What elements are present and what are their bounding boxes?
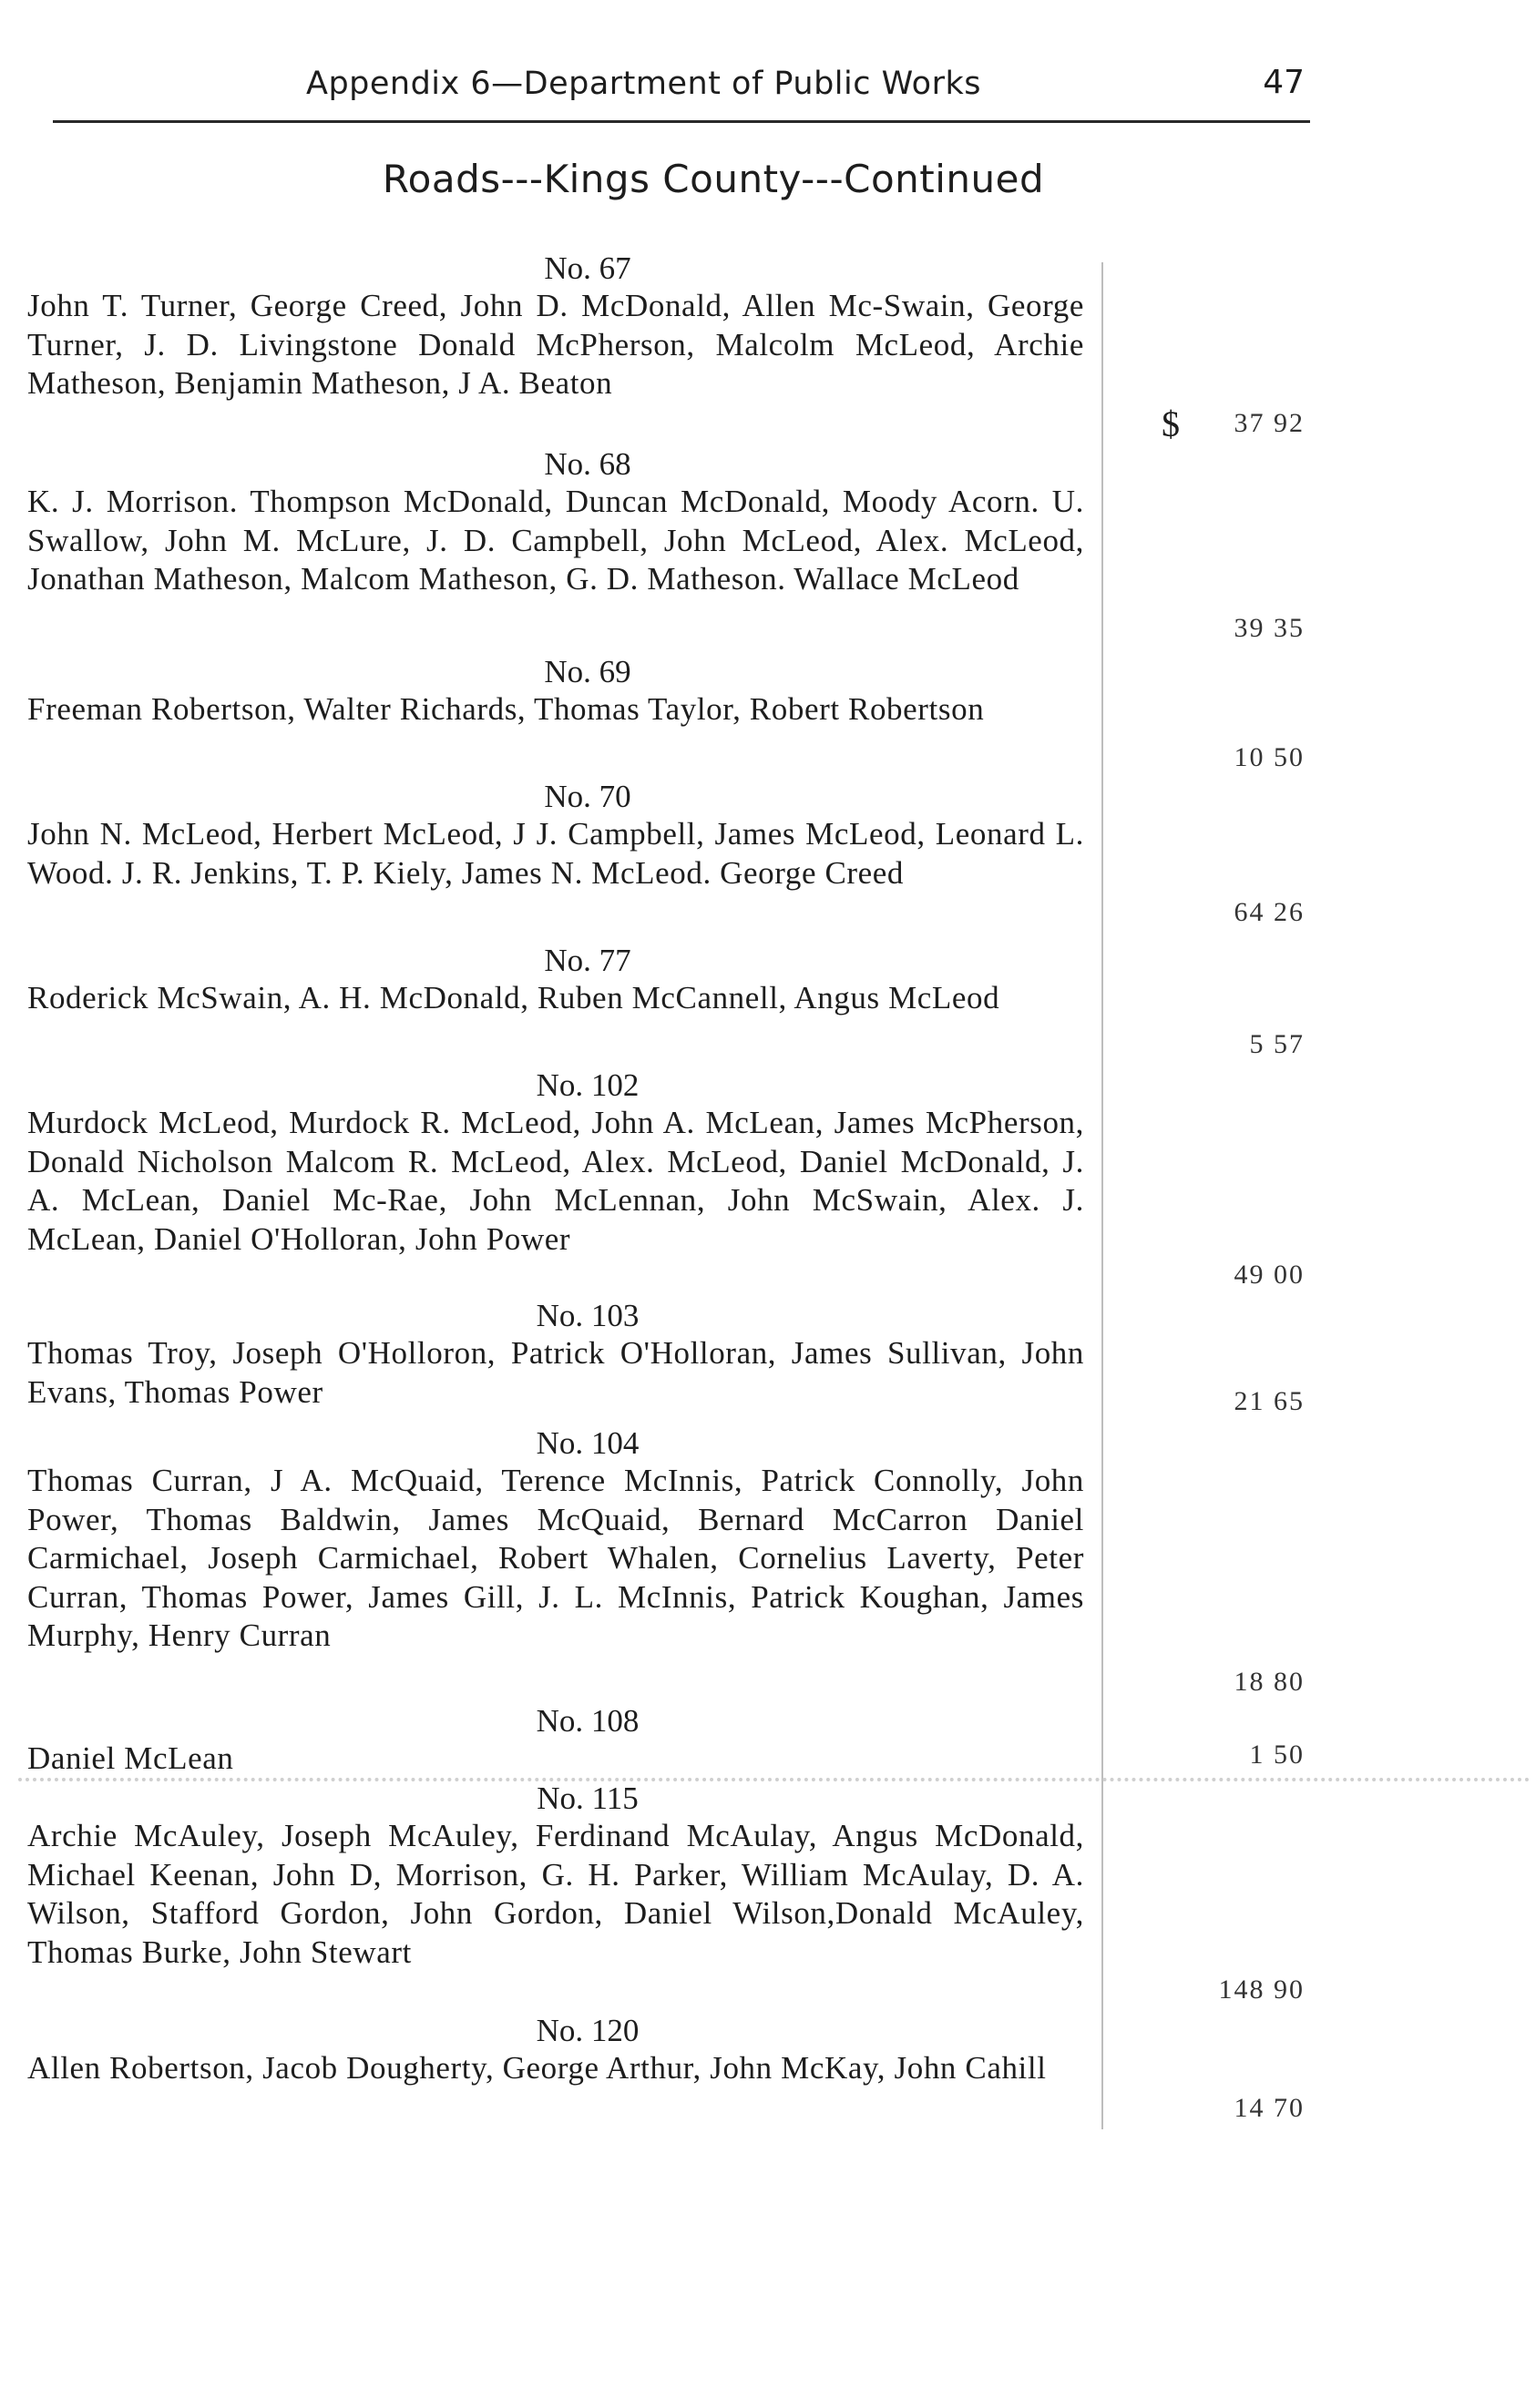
entry-108 (27, 1703, 1084, 1779)
entry-names: Daniel McLean (27, 1740, 234, 1776)
entry-69 (27, 654, 1084, 730)
entry-number: No. 67 (544, 250, 631, 286)
entry-104 (27, 1425, 1084, 1656)
entry-number: No. 104 (536, 1425, 640, 1461)
entry-number: No. 115 (537, 1780, 639, 1816)
page-header (53, 64, 1310, 123)
entry-amount: 14 70 (1234, 2093, 1305, 2123)
entry-number: No. 102 (536, 1067, 640, 1103)
entry-names: Allen Robertson, Jacob Dougherty, George Arthur, John McKay, John Cahill (27, 2050, 1047, 2086)
entry-amount: 1 50 (1249, 1740, 1305, 1770)
entry-amount: 39 35 (1234, 613, 1305, 643)
entry-number: No. 68 (544, 446, 631, 482)
entry-number: No. 70 (544, 779, 631, 814)
entry-number: No. 69 (544, 654, 631, 689)
entry-names: Thomas Curran, J A. McQuaid, Terence McInnis, Patrick Connolly, John Power, Thomas Baldwin, James McQuaid, Bernard McCarron Daniel Carmichael, Joseph Carmichael, Robert Whalen, Cornelius Laverty, Peter Curran, Thomas Power, James Gill, J. L. McInnis, Patrick Koughan, James Murphy, Henry Curran (27, 1463, 1084, 1653)
entry-names: John T. Turner, George Creed, John D. McDonald, Allen Mc-Swain, George Turner, J. D. Livingstone Donald McPherson, Malcolm McLeod, Archie Matheson, Benjamin Matheson, J A. Beaton (27, 288, 1084, 401)
entry-amount: 49 00 (1234, 1260, 1305, 1290)
entry-amount: 148 90 (1218, 1974, 1305, 2005)
entry-103 (27, 1298, 1084, 1412)
entry-68 (27, 446, 1084, 599)
entry-names: Thomas Troy, Joseph O'Holloron, Patrick O'Holloran, James Sullivan, John Evans, Thomas Power (27, 1335, 1084, 1410)
entry-amount: 21 65 (1234, 1386, 1305, 1416)
entry-names: Roderick McSwain, A. H. McDonald, Ruben McCannell, Angus McLeod (27, 980, 1000, 1015)
currency-symbol: $ (1162, 403, 1180, 444)
entry-names: Freeman Robertson, Walter Richards, Thomas Taylor, Robert Robertson (27, 691, 985, 727)
entry-77 (27, 943, 1084, 1018)
header-title: Appendix 6—Department of Public Works (306, 66, 981, 102)
amount-column-divider (1101, 262, 1103, 2129)
entry-amount: 37 92 (1234, 408, 1305, 438)
entry-102 (27, 1067, 1084, 1259)
page-number: 47 (1263, 64, 1305, 101)
page-subtitle: Roads---Kings County---Continued (382, 157, 1045, 201)
entry-names: K. J. Morrison. Thompson McDonald, Duncan McDonald, Moody Acorn. U. Swallow, John M. McLure, J. D. Campbell, John McLeod, Alex. McLeod, Jonathan Matheson, Malcom Matheson, G. D. Matheson. Wallace McLeod (27, 484, 1084, 597)
entry-names: John N. McLeod, Herbert McLeod, J J. Campbell, James McLeod, Leonard L. Wood. J. R. Jenkins, T. P. Kiely, James N. McLeod. George Creed (27, 816, 1084, 891)
entry-number: No. 103 (536, 1298, 640, 1333)
entry-names: Archie McAuley, Joseph McAuley, Ferdinand McAulay, Angus McDonald, Michael Keenan, John D, Morrison, G. H. Parker, William McAulay, D. A. Wilson, Stafford Gordon, John Gordon, Daniel Wilson,Donald McAuley, Thomas Burke, John Stewart (27, 1818, 1084, 1970)
entry-number: No. 77 (544, 943, 631, 978)
entry-amount: 18 80 (1234, 1667, 1305, 1697)
entry-70 (27, 779, 1084, 893)
entry-names: Murdock McLeod, Murdock R. McLeod, John A. McLean, James McPherson, Donald Nicholson Malcom R. McLeod, Alex. McLeod, Daniel McDonald, J. A. McLean, Daniel Mc-Rae, John McLennan, John McSwain, Alex. J. McLean, Daniel O'Holloran, John Power (27, 1105, 1084, 1257)
entry-120 (27, 2013, 1084, 2088)
entry-amount: 10 50 (1234, 742, 1305, 772)
entry-amount: 64 26 (1234, 897, 1305, 927)
entry-67 (27, 250, 1084, 403)
entry-number: No. 120 (536, 2013, 640, 2048)
entry-115 (27, 1780, 1084, 1972)
entry-amount: 5 57 (1249, 1029, 1305, 1059)
entry-number: No. 108 (536, 1703, 640, 1739)
